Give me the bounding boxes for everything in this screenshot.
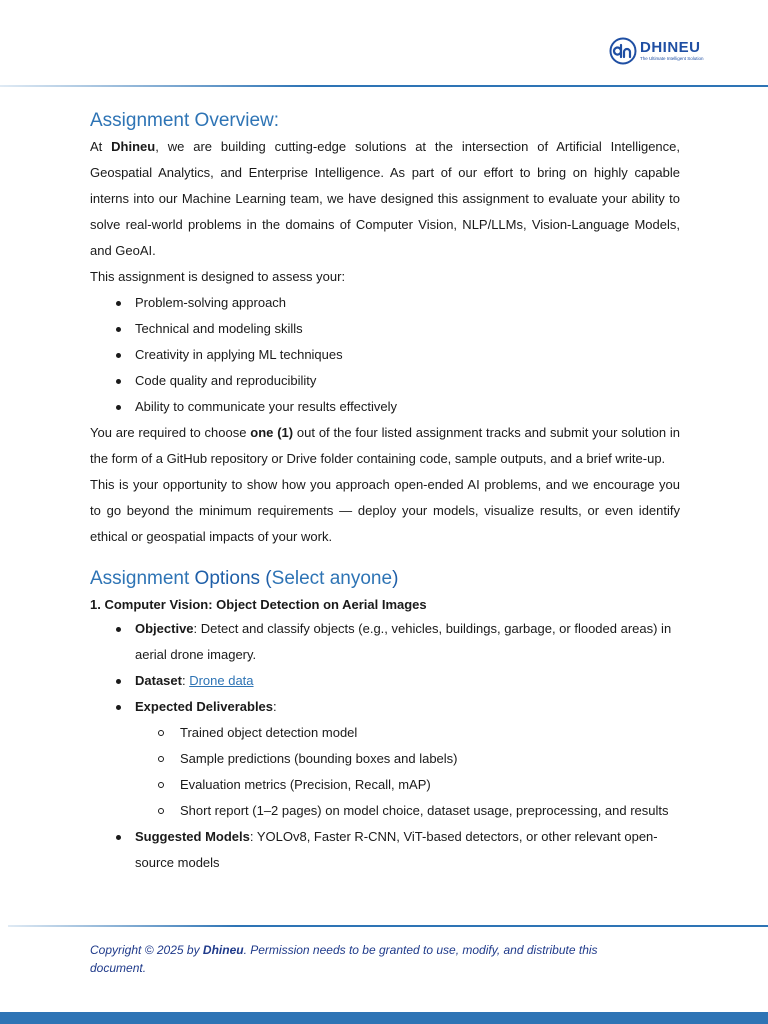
footer-rule — [8, 925, 768, 927]
copyright-text: . Permission needs to be granted to use, modify, and distribute this document. — [90, 943, 598, 975]
options-heading — [90, 564, 680, 594]
options-heading-b: Options — [194, 568, 261, 589]
choose-paragraph — [90, 420, 680, 472]
document-body — [90, 108, 680, 876]
deliverables-label: Expected Deliverables — [135, 699, 274, 714]
dataset-sep: : — [181, 673, 190, 688]
list-item: Problem-solving approach — [90, 290, 680, 316]
choose-prefix: You are required to choose — [90, 425, 251, 440]
list-item: Creativity in applying ML techniques — [90, 342, 680, 368]
overview-heading: Assignment Overview: — [90, 110, 280, 131]
deliverables-list — [90, 720, 680, 824]
list-item: Code quality and reproducibility — [90, 368, 680, 394]
assess-lead: This assignment is designed to assess your: — [90, 269, 346, 284]
objective-item — [90, 616, 680, 668]
deliverable-item: Evaluation metrics (Precision, Recall, mAP) — [90, 772, 680, 798]
closing-paragraph: This is your opportunity to show how you approach open-ended AI problems, and we encourage you to go beyond the minimum requirements — deploy your models, visualize results, or even identify ethical or geospatial impacts of your work. — [90, 477, 680, 544]
deliverable-item: Short report (1–2 pages) on model choice, dataset usage, preprocessing, and results — [90, 798, 680, 824]
models-list — [90, 824, 680, 876]
options-heading-e: ) — [392, 568, 399, 589]
deliverables-sep: : — [273, 699, 277, 714]
company-logo — [609, 37, 704, 65]
bottom-bar — [0, 1012, 768, 1024]
list-item: Technical and modeling skills — [90, 316, 680, 342]
models-text: : YOLOv8, Faster R-CNN, ViT-based detectors, or other relevant open-source models — [135, 829, 658, 870]
dataset-label: Dataset — [135, 673, 182, 688]
options-heading-c: ( — [260, 568, 272, 589]
choose-count: one (1) — [250, 425, 294, 440]
options-heading-a: Assignment — [90, 568, 195, 589]
options-heading-d: Select anyone — [271, 568, 393, 589]
assess-list — [90, 290, 680, 420]
choose-text: out of the four listed assignment tracks and submit your solution in the form of a GitHub repository or Drive folder containing code, sample outputs, and a brief write-up. — [90, 425, 680, 466]
models-item — [90, 824, 680, 876]
logo-tagline: The Ultimate Intelligent Solution — [640, 56, 704, 62]
intro-paragraph — [90, 134, 680, 264]
intro-company: Dhineu — [111, 139, 156, 154]
deliverable-item: Sample predictions (bounding boxes and labels) — [90, 746, 680, 772]
list-item: Ability to communicate your results effectively — [90, 394, 680, 420]
deliverable-item: Trained object detection model — [90, 720, 680, 746]
copyright-company: Dhineu — [202, 943, 244, 957]
dhineu-logo-icon — [609, 37, 637, 65]
header-rule — [0, 85, 768, 87]
track-title: 1. Computer Vision: Object Detection on Aerial Images — [90, 597, 427, 612]
intro-prefix: At — [90, 139, 112, 154]
copyright-footer — [90, 941, 650, 977]
dataset-link[interactable]: Drone data — [189, 673, 254, 688]
objective-label: Objective — [135, 621, 194, 636]
logo-name: DHINEU — [640, 39, 701, 57]
deliverables-item — [90, 694, 680, 720]
intro-text: , we are building cutting-edge solutions at the intersection of Artificial Intelligence, Geospatial Analytics, and Enterprise Intelligence. As part of our effort to bring on highly capable interns into our Machine Learning team, we have designed this assignment to evaluate your ability to solve real-world problems in the domains of Computer Vision, NLP/LLMs, Vision-Language Models, and GeoAI. — [90, 139, 680, 258]
models-label: Suggested Models — [135, 829, 250, 844]
dataset-item — [90, 668, 680, 694]
copyright-prefix: Copyright © 2025 by — [90, 943, 203, 957]
track-details — [90, 616, 680, 720]
objective-text: : Detect and classify objects (e.g., vehicles, buildings, garbage, or flooded areas) in aerial drone imagery. — [135, 621, 672, 662]
